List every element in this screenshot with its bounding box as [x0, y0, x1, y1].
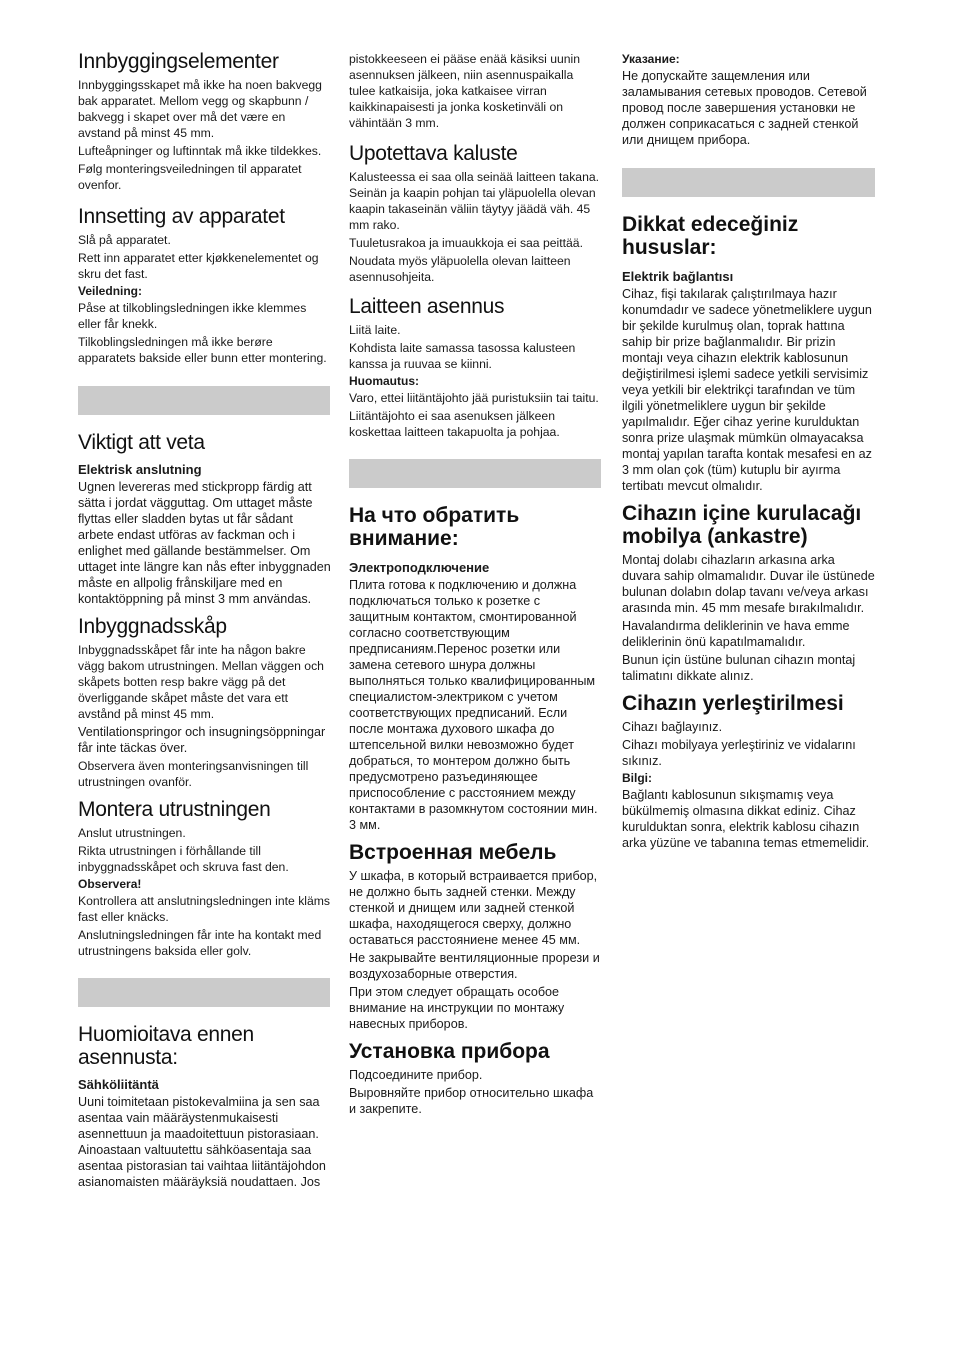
paragraph: Følg monteringsveiledningen til apparatet ovenfor.	[78, 162, 302, 192]
subsection-title: Elektrik bağlantısı	[622, 269, 734, 284]
paragraph: Ugnen levereras med stickpropp färdig att sätta i jordat vägguttag. Om uttaget måste flyttas eller sladden bytas ut får sådant arbete endast utföras av fackman och i enlighet med gällande bestämmelser. Om uttaget inte längre kan nås efter inbyggnaden måste en allpolig frånskiljare med en kontaktöppning på minst 3 mm användas.	[78, 480, 331, 606]
paragraph: Не закрывайте вентиляционные прорези и воздухозаборные отверстия.	[349, 951, 600, 981]
paragraph: Liitäntäjohto ei saa asenuksen jälkeen koskettaa laitteen takapuolta ja pohjaa.	[349, 409, 560, 439]
paragraph: Cihazı bağlayınız.	[622, 720, 723, 734]
section-title: Установка прибора	[349, 1040, 550, 1063]
column-2	[349, 50, 602, 1119]
paragraph: Uuni toimitetaan pistokevalmiina ja sen saa asentaa vain määräystenmukaisesti asennettuun ja maadoitettuun pistorasiaan. Ainoastaan valtuutettu sähköasentaja saa asentaa pistorasian tai vaihtaa liitäntäjohdon asianomaisten määräyksiä noudattaen. Jos	[78, 1095, 326, 1189]
paragraph: Montaj dolabı cihazların arkasına arka duvara sahip olmamalıdır. Duvar ile üstünede bulunan dolabın dolap tavanı ve/veya arkası arasında min. 45 mm mesafe bırakılmalıdır.	[622, 553, 875, 615]
paragraph: Innbyggingsskapet må ikke ha noen bakvegg bak apparatet. Mellom vegg og skapbunn / bakvegg i skapet over må det være en avstand på minst 45 mm.	[78, 78, 322, 140]
section-title: Laitteen asennus	[349, 295, 505, 318]
section-title: На что обратить внимание:	[349, 504, 520, 550]
paragraph: Rikta utrustningen i förhållande till inbyggnadsskåpet och skruva fast den.	[78, 844, 289, 874]
paragraph: Ventilationspringor och insugningsöppningar får inte täckas över.	[78, 725, 326, 755]
paragraph: Havalandırma deliklerinin ve hava emme deliklerinin önü kapatılmamalıdır.	[622, 619, 850, 649]
section-title: Huomioitava ennen asennusta:	[78, 1023, 254, 1069]
paragraph: Tilkoblingsledningen må ikke berøre apparatets bakside eller bunn etter montering.	[78, 335, 327, 365]
language-divider-bar	[349, 459, 601, 488]
paragraph: Не допускайте защемления или заламывания сетевых проводов. Сетевой провод после завершения установки не должен соприкасаться с задней стенкой или днищем прибора.	[622, 69, 867, 147]
paragraph: Slå på apparatet.	[78, 233, 171, 247]
paragraph: Observera även monteringsanvisningen till utrustningen ovanför.	[78, 759, 309, 789]
subsection-title: Sähköliitäntä	[78, 1077, 159, 1092]
paragraph: Liitä laite.	[349, 323, 401, 337]
section-title: Cihazın yerleştirilmesi	[622, 692, 844, 715]
paragraph: У шкафа, в который встраивается прибор, не должно быть задней стенки. Между стенкой и днищем или задней стенкой шкафа, находящегося сверху, должно оставаться расстояниене менее 45 мм.	[349, 869, 598, 947]
column-1	[78, 50, 331, 1192]
paragraph: Kalusteessa ei saa olla seinää laitteen takana. Seinän ja kaapin pohjan tai yläpuolella olevan kaapin takaseinän väliin täytyy jäädä väh. 45 mm rako.	[349, 170, 600, 232]
paragraph: Kontrollera att anslutningsledningen inte kläms fast eller knäcks.	[78, 894, 331, 924]
section-title: Montera utrustningen	[78, 798, 271, 821]
paragraph: При этом следует обращать особое внимание на инструкции по монтажу навесных приборов.	[349, 985, 565, 1031]
note-label: Veiledning:	[78, 284, 143, 298]
paragraph: Anslutningsledningen får inte ha kontakt med utrustningens baksida eller golv.	[78, 928, 322, 958]
language-divider-bar	[78, 386, 330, 415]
section-title: Встроенная мебель	[349, 841, 557, 864]
paragraph: Lufteåpninger og luftinntak må ikke tildekkes.	[78, 144, 322, 158]
section-title: Dikkat edeceğiniz hususlar:	[622, 213, 799, 259]
section-title: Cihazın içine kurulacağı mobilya (ankastre)	[622, 502, 862, 548]
section-title: Inbyggnadsskåp	[78, 615, 227, 638]
paragraph: Bunun için üstüne bulunan cihazın montaj talimatını dikkate alınız.	[622, 653, 856, 683]
paragraph: Подсоедините прибор.	[349, 1068, 483, 1082]
paragraph: Плита готова к подключению и должна подключаться только к розетке с защитным контактом, смонтированной согласно соответствующим предписаниям.Перенос розетки или замена сетевого шнура должны выполняться только квалифицированным специалистом-электриком с учетом соответствующих предписаний. Если после монтажа духового шкафа до штепсельной вилки невозможно будет добраться, то монтером должно быть предусмотрено разъединяющее приспособление с расстоянием между контактами в разомкнутом состоянии мин. 3 мм.	[349, 578, 598, 832]
note-label: Bilgi:	[622, 771, 652, 785]
subsection-title: Электроподключение	[349, 560, 490, 575]
paragraph: Inbyggnadsskåpet får inte ha någon bakre vägg bakom utrustningen. Mellan väggen och skåpets botten resp bakre vägg på det överliggande skåpet måste det vara ett avstånd på minst 45 mm.	[78, 643, 324, 721]
section-title: Viktigt att veta	[78, 431, 205, 454]
note-label: Указание:	[622, 52, 680, 66]
note-label: Huomautus:	[349, 374, 419, 388]
paragraph: Rett inn apparatet etter kjøkkenelementet og skru det fast.	[78, 251, 319, 281]
section-title: Innsetting av apparatet	[78, 205, 285, 228]
paragraph: Varo, ettei liitäntäjohto jää puristuksiin tai taitu.	[349, 391, 599, 405]
language-divider-bar	[622, 168, 875, 197]
paragraph: Kohdista laite samassa tasossa kalusteen kanssa ja ruuvaa se kiinni.	[349, 341, 576, 371]
note-label: Observera!	[78, 877, 142, 891]
column-3	[622, 50, 875, 853]
language-divider-bar	[78, 978, 330, 1007]
paragraph: Cihazı mobilyaya yerleştiriniz ve vidalarını sıkınız.	[622, 738, 856, 768]
section-title: Innbyggingselementer	[78, 50, 279, 73]
paragraph: pistokkeeseen ei pääse enää käsiksi uunin asennuksen jälkeen, niin asennuspaikalla tulee katkaisija, joka katkaisee virran kaikkinapaisesti ja jonka kosketinväli on vähintään 3 mm.	[349, 52, 581, 130]
paragraph: Cihaz, fişi takılarak çalıştırılmaya hazır konumdadır ve sadece yönetmeliklere uygun bir şekilde kurulmuş olan, toprak hattına sahip bir prize bağlanmalıdır. Bir prizin montajı veya cihazın elektrik kablosunun değiştirilmesi işlemi sadece yetkili servisimiz veya yetkili bir elektrikçi tarafından ve tüm ilgili yönetmeliklere uygun bir şekilde yapılmalıdır. Eğer cihaz yerine kurulduktan sonra prize ulaşmak mümkün olmayacaksa montaj yapılan tarafta kontak mesafesi en az 3 mm olan çok (tüm) kutuplu bir ayırma tertibatı mevcut olmalıdır.	[622, 287, 872, 493]
paragraph: Anslut utrustningen.	[78, 826, 186, 840]
section-title: Upotettava kaluste	[349, 142, 518, 165]
paragraph: Tuuletusrakoa ja imuaukkoja ei saa peittää.	[349, 236, 583, 250]
subsection-title: Elektrisk anslutning	[78, 462, 202, 477]
paragraph: Выровняйте прибор относительно шкафа и закрепите.	[349, 1086, 594, 1116]
paragraph: Noudata myös yläpuolella olevan laitteen asennusohjeita.	[349, 254, 571, 284]
paragraph: Påse at tilkoblingsledningen ikke klemmes eller får knekk.	[78, 301, 307, 331]
paragraph: Bağlantı kablosunun sıkışmamış veya bükülmemiş olmasına dikkat ediniz. Cihaz kurulduktan sonra, elektrik kablosu cihazın arka yüzüne ve tabanına temas etmemelidir.	[622, 788, 870, 850]
